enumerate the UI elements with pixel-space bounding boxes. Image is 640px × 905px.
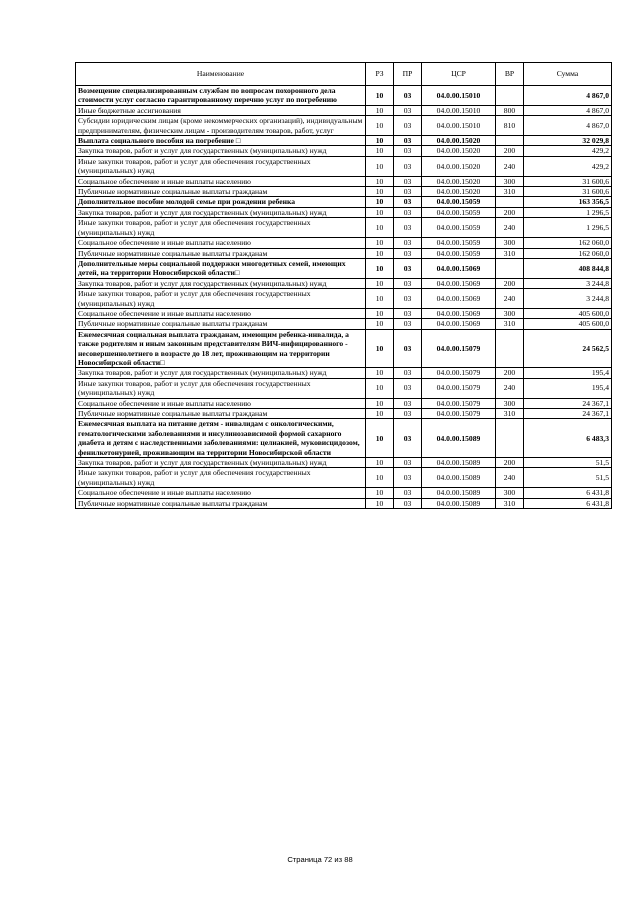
cell-pr: 03 <box>394 136 422 146</box>
cell-sum: 51,5 <box>524 458 612 468</box>
cell-vr: 300 <box>496 308 524 318</box>
table-row <box>76 458 612 468</box>
cell-rz: 10 <box>366 319 394 329</box>
header-vr: ВР <box>496 63 524 86</box>
table-row <box>76 156 612 176</box>
cell-name: Иные закупки товаров, работ и услуг для обеспечения государственных (муниципальных) нужд <box>76 156 366 176</box>
cell-vr: 240 <box>496 468 524 488</box>
cell-csr: 04.0.00.15020 <box>422 156 496 176</box>
cell-pr: 03 <box>394 458 422 468</box>
cell-pr: 03 <box>394 176 422 186</box>
cell-pr: 03 <box>394 368 422 378</box>
cell-pr: 03 <box>394 116 422 136</box>
cell-csr: 04.0.00.15059 <box>422 218 496 238</box>
cell-csr: 04.0.00.15069 <box>422 278 496 288</box>
cell-pr: 03 <box>394 86 422 106</box>
cell-pr: 03 <box>394 278 422 288</box>
cell-rz: 10 <box>366 248 394 258</box>
cell-csr: 04.0.00.15069 <box>422 308 496 318</box>
cell-sum: 31 600,6 <box>524 187 612 197</box>
cell-pr: 03 <box>394 146 422 156</box>
cell-vr: 310 <box>496 319 524 329</box>
cell-pr: 03 <box>394 409 422 419</box>
cell-vr <box>496 419 524 458</box>
cell-name: Закупка товаров, работ и услуг для государственных (муниципальных) нужд <box>76 278 366 288</box>
cell-sum: 195,4 <box>524 378 612 398</box>
table-row <box>76 278 612 288</box>
cell-pr: 03 <box>394 197 422 207</box>
header-rz: РЗ <box>366 63 394 86</box>
cell-name: Иные закупки товаров, работ и услуг для обеспечения государственных (муниципальных) нужд <box>76 289 366 309</box>
cell-vr: 310 <box>496 498 524 508</box>
table-row <box>76 136 612 146</box>
cell-sum: 1 296,5 <box>524 207 612 217</box>
cell-rz: 10 <box>366 146 394 156</box>
cell-csr: 04.0.00.15079 <box>422 409 496 419</box>
table-row <box>76 176 612 186</box>
budget-table <box>75 62 612 509</box>
cell-csr: 04.0.00.15079 <box>422 329 496 368</box>
table-row <box>76 146 612 156</box>
cell-sum: 24 562,5 <box>524 329 612 368</box>
cell-csr: 04.0.00.15089 <box>422 419 496 458</box>
cell-name: Иные закупки товаров, работ и услуг для обеспечения государственных (муниципальных) нужд <box>76 468 366 488</box>
table-row <box>76 378 612 398</box>
table-row <box>76 488 612 498</box>
cell-csr: 04.0.00.15059 <box>422 248 496 258</box>
cell-vr: 200 <box>496 458 524 468</box>
cell-vr: 240 <box>496 218 524 238</box>
table-row <box>76 368 612 378</box>
table-row <box>76 498 612 508</box>
cell-csr: 04.0.00.15079 <box>422 398 496 408</box>
table-row <box>76 289 612 309</box>
cell-pr: 03 <box>394 156 422 176</box>
cell-csr: 04.0.00.15089 <box>422 458 496 468</box>
cell-rz: 10 <box>366 488 394 498</box>
table-row <box>76 409 612 419</box>
cell-sum: 405 600,0 <box>524 308 612 318</box>
cell-csr: 04.0.00.15079 <box>422 368 496 378</box>
cell-vr <box>496 136 524 146</box>
cell-name: Социальное обеспечение и иные выплаты населению <box>76 238 366 248</box>
cell-name: Социальное обеспечение и иные выплаты населению <box>76 488 366 498</box>
cell-pr: 03 <box>394 289 422 309</box>
cell-vr: 300 <box>496 176 524 186</box>
cell-rz: 10 <box>366 329 394 368</box>
table-row <box>76 218 612 238</box>
cell-pr: 03 <box>394 207 422 217</box>
cell-sum: 195,4 <box>524 368 612 378</box>
cell-pr: 03 <box>394 329 422 368</box>
cell-pr: 03 <box>394 105 422 115</box>
cell-vr: 240 <box>496 156 524 176</box>
cell-csr: 04.0.00.15059 <box>422 197 496 207</box>
cell-sum: 3 244,8 <box>524 278 612 288</box>
cell-sum: 162 060,0 <box>524 238 612 248</box>
cell-name: Публичные нормативные социальные выплаты гражданам <box>76 409 366 419</box>
cell-csr: 04.0.00.15020 <box>422 136 496 146</box>
cell-vr <box>496 329 524 368</box>
cell-sum: 4 867,0 <box>524 86 612 106</box>
cell-sum: 51,5 <box>524 468 612 488</box>
cell-name: Закупка товаров, работ и услуг для государственных (муниципальных) нужд <box>76 207 366 217</box>
table-row <box>76 248 612 258</box>
cell-sum: 31 600,6 <box>524 176 612 186</box>
cell-name: Ежемесячная социальная выплата гражданам, имеющим ребенка-инвалида, а также родителям и иным законным представителям ВИЧ-инфицированного - несовершеннолетнего в возрасте до 18 лет, проживающим на территории Новосибирской области□ <box>76 329 366 368</box>
table-header-row <box>76 63 612 86</box>
cell-sum: 6 431,8 <box>524 498 612 508</box>
table-row <box>76 207 612 217</box>
cell-csr: 04.0.00.15010 <box>422 105 496 115</box>
cell-sum: 162 060,0 <box>524 248 612 258</box>
header-name: Наименование <box>76 63 366 86</box>
cell-name: Выплата социального пособия на погребение □ <box>76 136 366 146</box>
cell-pr: 03 <box>394 258 422 278</box>
cell-name: Социальное обеспечение и иные выплаты населению <box>76 308 366 318</box>
cell-vr: 300 <box>496 398 524 408</box>
cell-name: Иные бюджетные ассигнования <box>76 105 366 115</box>
cell-name: Субсидии юридическим лицам (кроме некоммерческих организаций), индивидуальным предпринимателям, физическим лицам - производителям товаров, работ, услуг <box>76 116 366 136</box>
cell-pr: 03 <box>394 238 422 248</box>
cell-vr: 300 <box>496 238 524 248</box>
cell-sum: 24 367,1 <box>524 409 612 419</box>
cell-rz: 10 <box>366 419 394 458</box>
cell-sum: 3 244,8 <box>524 289 612 309</box>
table-row <box>76 187 612 197</box>
cell-name: Закупка товаров, работ и услуг для государственных (муниципальных) нужд <box>76 368 366 378</box>
cell-name: Ежемесячная выплата на питание детям - инвалидам с онкологическими, гематологическими заболеваниями и инсулинозависимой формой сахарного диабета и детям с наследственными заболеваниями: целиакией, муковисцидозом, фенилкетонурией, проживающим на территории Новосибирской области <box>76 419 366 458</box>
cell-rz: 10 <box>366 398 394 408</box>
cell-name: Социальное обеспечение и иные выплаты населению <box>76 398 366 408</box>
table-row <box>76 105 612 115</box>
cell-name: Публичные нормативные социальные выплаты гражданам <box>76 248 366 258</box>
cell-rz: 10 <box>366 258 394 278</box>
cell-name: Публичные нормативные социальные выплаты гражданам <box>76 319 366 329</box>
table-row <box>76 308 612 318</box>
cell-sum: 1 296,5 <box>524 218 612 238</box>
cell-name: Иные закупки товаров, работ и услуг для обеспечения государственных (муниципальных) нужд <box>76 378 366 398</box>
cell-name: Дополнительное пособие молодой семье при рождении ребенка <box>76 197 366 207</box>
header-pr: ПР <box>394 63 422 86</box>
table-row <box>76 398 612 408</box>
cell-sum: 405 600,0 <box>524 319 612 329</box>
cell-vr: 810 <box>496 116 524 136</box>
cell-rz: 10 <box>366 156 394 176</box>
cell-vr: 800 <box>496 105 524 115</box>
cell-rz: 10 <box>366 368 394 378</box>
cell-vr: 240 <box>496 289 524 309</box>
cell-pr: 03 <box>394 398 422 408</box>
table-body <box>76 86 612 509</box>
cell-name: Закупка товаров, работ и услуг для государственных (муниципальных) нужд <box>76 146 366 156</box>
cell-vr: 310 <box>496 248 524 258</box>
cell-sum: 408 844,8 <box>524 258 612 278</box>
cell-rz: 10 <box>366 378 394 398</box>
budget-table-sheet <box>75 62 611 509</box>
cell-sum: 24 367,1 <box>524 398 612 408</box>
cell-vr <box>496 197 524 207</box>
cell-vr: 200 <box>496 207 524 217</box>
cell-name: Возмещение специализированным службам по вопросам похоронного дела стоимости услуг согласно гарантированному перечню услуг по погребению <box>76 86 366 106</box>
cell-csr: 04.0.00.15089 <box>422 488 496 498</box>
cell-csr: 04.0.00.15020 <box>422 146 496 156</box>
cell-csr: 04.0.00.15010 <box>422 116 496 136</box>
cell-name: Публичные нормативные социальные выплаты гражданам <box>76 498 366 508</box>
cell-pr: 03 <box>394 498 422 508</box>
cell-rz: 10 <box>366 278 394 288</box>
table-row <box>76 86 612 106</box>
cell-name: Иные закупки товаров, работ и услуг для обеспечения государственных (муниципальных) нужд <box>76 218 366 238</box>
cell-sum: 32 029,8 <box>524 136 612 146</box>
cell-rz: 10 <box>366 197 394 207</box>
cell-sum: 6 483,3 <box>524 419 612 458</box>
cell-rz: 10 <box>366 105 394 115</box>
cell-rz: 10 <box>366 289 394 309</box>
cell-pr: 03 <box>394 378 422 398</box>
cell-rz: 10 <box>366 468 394 488</box>
cell-vr: 200 <box>496 146 524 156</box>
cell-pr: 03 <box>394 488 422 498</box>
cell-name: Закупка товаров, работ и услуг для государственных (муниципальных) нужд <box>76 458 366 468</box>
cell-vr <box>496 86 524 106</box>
table-row <box>76 468 612 488</box>
table-row <box>76 116 612 136</box>
cell-pr: 03 <box>394 218 422 238</box>
cell-rz: 10 <box>366 308 394 318</box>
table-row <box>76 319 612 329</box>
cell-pr: 03 <box>394 308 422 318</box>
cell-name: Дополнительные меры социальной поддержки многодетных семей, имеющих детей, на территории Новосибирской области□ <box>76 258 366 278</box>
cell-pr: 03 <box>394 319 422 329</box>
cell-csr: 04.0.00.15059 <box>422 207 496 217</box>
cell-vr: 300 <box>496 488 524 498</box>
header-csr: ЦСР <box>422 63 496 86</box>
cell-pr: 03 <box>394 419 422 458</box>
page-number: Страница 72 из 88 <box>287 855 353 864</box>
cell-rz: 10 <box>366 409 394 419</box>
cell-pr: 03 <box>394 187 422 197</box>
cell-rz: 10 <box>366 207 394 217</box>
cell-vr: 200 <box>496 368 524 378</box>
cell-csr: 04.0.00.15069 <box>422 258 496 278</box>
cell-rz: 10 <box>366 187 394 197</box>
cell-name: Социальное обеспечение и иные выплаты населению <box>76 176 366 186</box>
cell-rz: 10 <box>366 218 394 238</box>
cell-sum: 4 867,0 <box>524 105 612 115</box>
cell-csr: 04.0.00.15069 <box>422 319 496 329</box>
cell-rz: 10 <box>366 498 394 508</box>
cell-name: Публичные нормативные социальные выплаты гражданам <box>76 187 366 197</box>
cell-rz: 10 <box>366 238 394 248</box>
cell-pr: 03 <box>394 248 422 258</box>
cell-sum: 429,2 <box>524 146 612 156</box>
cell-csr: 04.0.00.15010 <box>422 86 496 106</box>
cell-vr: 310 <box>496 409 524 419</box>
cell-pr: 03 <box>394 468 422 488</box>
cell-csr: 04.0.00.15059 <box>422 238 496 248</box>
cell-vr: 240 <box>496 378 524 398</box>
table-row <box>76 329 612 368</box>
cell-vr: 310 <box>496 187 524 197</box>
cell-rz: 10 <box>366 458 394 468</box>
table-row <box>76 238 612 248</box>
cell-csr: 04.0.00.15069 <box>422 289 496 309</box>
cell-sum: 163 356,5 <box>524 197 612 207</box>
table-row <box>76 419 612 458</box>
cell-vr: 200 <box>496 278 524 288</box>
cell-rz: 10 <box>366 136 394 146</box>
cell-csr: 04.0.00.15079 <box>422 378 496 398</box>
cell-csr: 04.0.00.15089 <box>422 468 496 488</box>
cell-sum: 6 431,8 <box>524 488 612 498</box>
table-row <box>76 258 612 278</box>
header-sum: Сумма <box>524 63 612 86</box>
cell-sum: 4 867,0 <box>524 116 612 136</box>
cell-csr: 04.0.00.15020 <box>422 176 496 186</box>
cell-csr: 04.0.00.15020 <box>422 187 496 197</box>
table-row <box>76 197 612 207</box>
cell-sum: 429,2 <box>524 156 612 176</box>
cell-rz: 10 <box>366 86 394 106</box>
cell-csr: 04.0.00.15089 <box>422 498 496 508</box>
cell-vr <box>496 258 524 278</box>
cell-rz: 10 <box>366 116 394 136</box>
cell-rz: 10 <box>366 176 394 186</box>
